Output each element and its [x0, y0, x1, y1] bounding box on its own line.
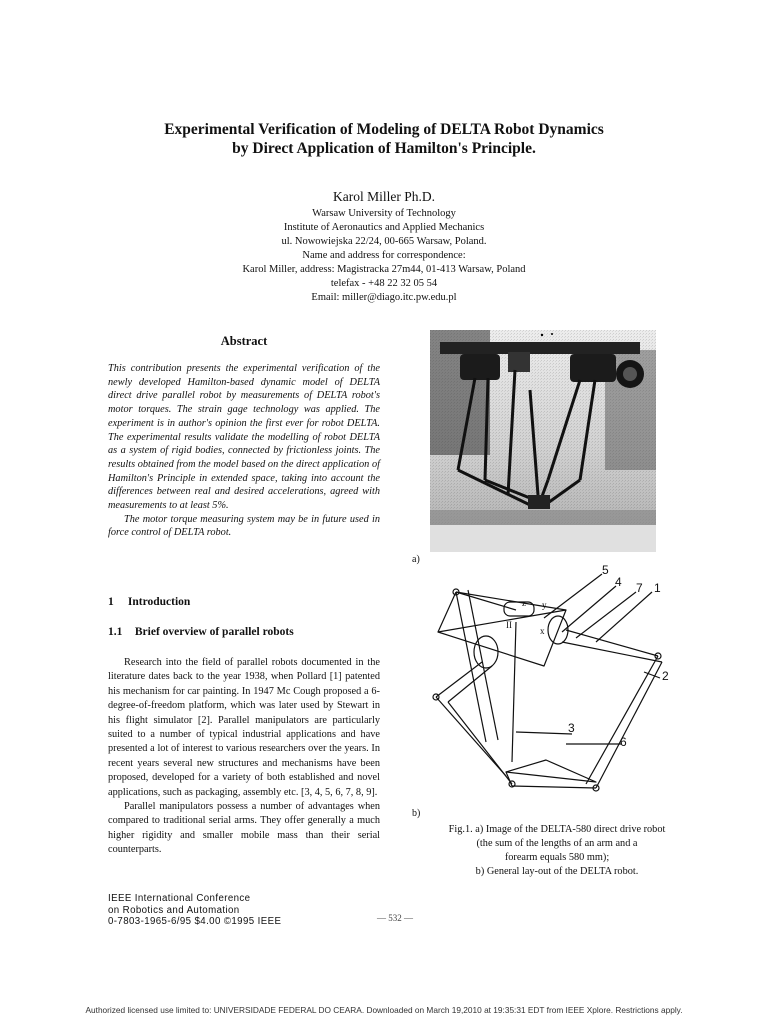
- callout-1: 1: [654, 581, 661, 595]
- section-heading-introduction: [108, 596, 380, 608]
- robot-photo: [430, 330, 656, 552]
- license-footer: Authorized licensed use limited to: UNIVERSIDADE FEDERAL DO CEARA. Downloaded on March 19,2010 at 19:35:31 EDT from IEEE Xplore. Restrictions apply.: [85, 1005, 683, 1015]
- affiliation-line: Warsaw University of Technology: [312, 208, 456, 219]
- figure-label-a: a): [412, 554, 420, 565]
- abstract-body: [108, 362, 380, 540]
- axis-label-x: x: [540, 626, 545, 636]
- axis-label-z: z: [522, 598, 526, 608]
- callout-3: 3: [568, 721, 575, 735]
- abstract-heading: Abstract: [220, 334, 268, 348]
- subsection-heading-parallel-robots: [108, 626, 380, 638]
- title-line-1: Experimental Verification of Modeling of DELTA Robot Dynamics: [164, 121, 604, 138]
- figure-label-b: b): [412, 808, 421, 819]
- conference-line-1: IEEE International Conference: [108, 893, 251, 904]
- affiliation-line: Name and address for correspondence:: [302, 250, 466, 261]
- subsection-number: 1.1: [108, 626, 123, 638]
- caption-line: forearm equals 580 mm);: [504, 852, 610, 863]
- conference-line-2: on Robotics and Automation: [108, 904, 240, 916]
- subsection-title: Brief overview of parallel robots: [134, 626, 294, 638]
- section-title: Introduction: [127, 596, 191, 608]
- body-paragraph-1: Research into the field of parallel robots documented in the literature dates back to the year 1938, when Pollard [1] patented his mechanism for car painting. In 1947 Mc Cough proposed a 6-degree-of-freedom platform, which was later used by Stewart in his flight simulator [2]. Parallel manipulators are particularly suited to a number of typical industrial applications and have presented a lot of interest to various researchers over the years. In recent years several new structures and mechanisms have been proposed, developed for a variety of both established and novel applications, such as packaging, assembly etc. [3, 4, 5, 6, 7, 8, 9].: [108, 657, 380, 798]
- body-text: [108, 656, 380, 858]
- figure-caption: [412, 823, 702, 879]
- conference-notice: [108, 893, 308, 928]
- callout-7: 7: [636, 581, 643, 595]
- affiliation-line: ul. Nowowiejska 22/24, 00-665 Warsaw, Poland.: [281, 236, 487, 247]
- author-block: [120, 188, 648, 305]
- conference-line-3: 0-7803-1965-6/95 $4.00 ©1995 IEEE: [108, 916, 282, 927]
- axis-label-ii: II: [506, 620, 512, 630]
- author-name: Karol Miller Ph.D.: [333, 189, 435, 204]
- affiliation-line: Institute of Aeronautics and Applied Mechanics: [283, 222, 485, 233]
- callout-5: 5: [602, 563, 609, 577]
- affiliation-line: Karol Miller, address: Magistracka 27m44, 01-413 Warsaw, Poland: [242, 264, 526, 275]
- caption-line: Fig.1. a) Image of the DELTA-580 direct drive robot: [448, 824, 666, 835]
- affiliation-line: telefax - +48 22 32 05 54: [330, 278, 438, 289]
- callout-6: 6: [620, 735, 627, 749]
- caption-line: (the sum of the lengths of an arm and a: [476, 838, 638, 849]
- callout-2: 2: [662, 669, 669, 683]
- page-number: — 532 —: [377, 913, 413, 923]
- abstract-paragraph-1: This contribution presents the experimental verification of the newly developed Hamilton-based dynamic model of DELTA direct drive parallel robot by measurements of DELTA robot's motor torques. The strain gage technology was applied. The experiment is in author's opinion the first ever for robot DELTA. The experimental results validate the modelling of robot DELTA as a system of rigid bodies, connected by frictionless joints. The results obtained from the model based on the direct application of Hamilton's Principle in extended space, taking into account the differences between real and desired accelerations, agreed with measurements to at least 5%.: [108, 363, 380, 512]
- body-paragraph-2: Parallel manipulators possess a number of advantages when compared to traditional serial arms. They offer generally a much higher rigidity and smaller mobile mass than their serial counterparts.: [108, 801, 380, 856]
- caption-line: b) General lay-out of the DELTA robot.: [475, 866, 639, 877]
- callout-4: 4: [615, 575, 622, 589]
- author-email: Email: miller@diago.itc.pw.edu.pl: [311, 292, 457, 303]
- abstract-paragraph-2: The motor torque measuring system may be in future used in force control of DELTA robot.: [108, 513, 380, 539]
- paper-title: [80, 120, 688, 158]
- robot-layout-drawing: [426, 562, 686, 802]
- axis-label-y: y: [542, 600, 547, 610]
- title-line-2: by Direct Application of Hamilton's Principle.: [232, 140, 536, 157]
- section-number: 1: [108, 596, 114, 608]
